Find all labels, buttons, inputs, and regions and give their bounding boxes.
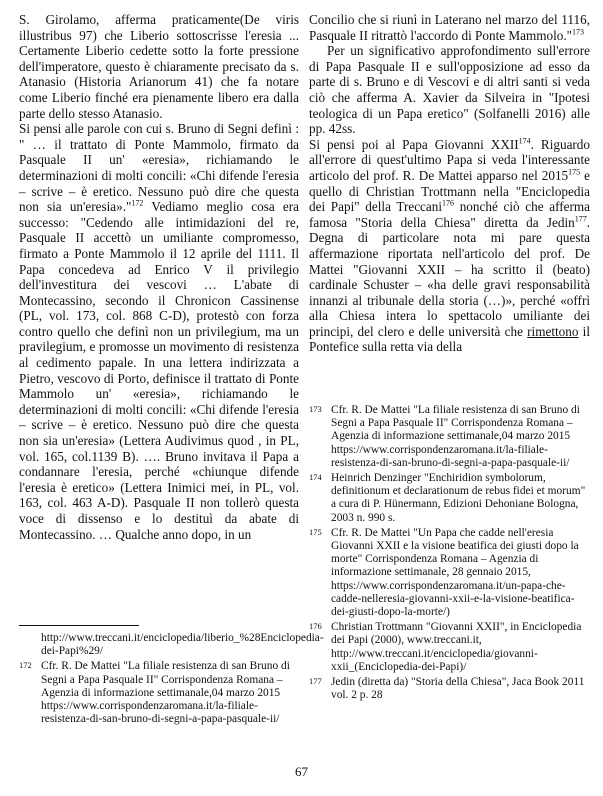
footnote-ref-177[interactable]: 177 bbox=[574, 214, 587, 224]
right-column bbox=[309, 12, 590, 355]
underlined-word: rimettono bbox=[527, 323, 579, 339]
paragraph-text: . Degna di particolare nota mi pare questa affermazione riportata nell'articolo del prof. De Mattei "Giovanni XXII – ha scritto il (beato) cardinale Schuster – «ha delle gravi responsabilità innanzi al tribunale della storia (…)», perché «offrì alla Chiesa intera lo spettacolo umiliante dei principi, del clero e delle università che bbox=[309, 214, 590, 339]
right-body-text bbox=[309, 12, 590, 355]
footnote-ref-176[interactable]: 176 bbox=[442, 198, 455, 208]
footnote-text: Cfr. R. De Mattei "La filiale resistenza di san Bruno di Segni a Papa Pasquale II" Corrispondenza Romana – Agenzia di informazione settimanale,04 marzo 2015 https://www.corrispondenzaromana.it/la-filiale-resistenza-di-san-bruno-di-segni-a-papa-pasquale-ii/ bbox=[331, 404, 580, 469]
paragraph-text: S. Girolamo, afferma praticamente(De viris illustribus 97) che Liberio sottoscrisse l'eresia ... Certamente Liberio cedette sotto la forte pressione dell'imperatore, questo è chiaramente precisato da s. Atanasio (Historia Arianorum 41) che fa notare come Liberio finché era pienamente libero era dalla parte dello stesso Atanasio. bbox=[19, 12, 299, 121]
footnote-number: 173 bbox=[309, 404, 322, 414]
footnote-text: Cfr. R. De Mattei "La filiale resistenza di san Bruno di Segni a Papa Pasquale II" Corrispondenza Romana – Agenzia di informazione settimanale,04 marzo 2015 https://www.corrispondenzaromana.it/la-filiale-resistenza-di-san-bruno-di-segni-a-papa-pasquale-ii/ bbox=[41, 660, 290, 726]
paragraph bbox=[19, 121, 299, 542]
page-number: 67 bbox=[295, 764, 308, 779]
footnote-text: Christian Trottmann "Giovanni XXII", in Enciclopedia dei Papi (2000), www.treccani.it, http://www.treccani.it/enciclopedia/giovanni-xxii_(Enciclopedia-dei-Papi)/ bbox=[331, 621, 582, 673]
footnote-175 bbox=[309, 527, 590, 619]
footnote-ref-172[interactable]: 172 bbox=[131, 198, 144, 208]
footnote-number: 172 bbox=[19, 660, 32, 671]
paragraph-text: nonché ciò che afferma famosa "Storia della Chiesa" diretta da Jedin bbox=[309, 199, 591, 230]
paragraph-text: . Riguardo all'errore di quest'ultimo Papa si veda l'interessante articolo del prof. R. De Mattei apparso nel 2015 bbox=[309, 136, 590, 183]
paragraph-text: Concilio che si riunì in Laterano nel marzo del 1116, Pasquale II ritrattò l'accordo di Ponte Mammolo." bbox=[309, 12, 590, 43]
footnote-ref-174[interactable]: 174 bbox=[518, 136, 531, 146]
paragraph-text: Per un significativo approfondimento sull'errore di Papa Pasquale II e sull'opposizione ad esso da parte di s. Bruno e di Vescovi e di altri santi si veda ciò che afferma A. Xavier da Silveira in "Ipotesi teologica di un Papa eretico" (Solfanelli 2016) alle pp. 42ss. bbox=[309, 43, 590, 137]
footnote-176 bbox=[309, 621, 590, 674]
footnote-177 bbox=[309, 676, 590, 702]
left-column bbox=[19, 12, 299, 542]
paragraph-text: il Pontefice sulla retta via della bbox=[309, 323, 590, 355]
paragraph-text: Si pensi alle parole con cui s. Bruno di Segni definì : " … il trattato di Ponte Mammolo, firmato da Pasquale II un' «eresia», richiamando le determinazioni di molti concili: «Chi difende l'eresia – scrive – è eretico. Nessuno può dire che questa non sia un'eresia»." bbox=[19, 121, 299, 215]
paragraph bbox=[309, 137, 590, 355]
footnote-number: 174 bbox=[309, 472, 322, 483]
footnote-174 bbox=[309, 472, 590, 525]
footnote-173 bbox=[309, 404, 590, 470]
paragraph bbox=[309, 12, 590, 43]
footnote-text: Heinrich Denzinger "Enchiridion symbolorum, definitionum et declarationum de rebus fidei et morum" a cura di P. Hünermann, Edizioni Dehoniane Bologna, 2003 n. 990 s. bbox=[331, 472, 586, 524]
paragraph bbox=[19, 12, 299, 121]
paragraph bbox=[309, 43, 590, 137]
paragraph-text: e quello di Christian Trottmann nella "Enciclopedia dei Papi" della Treccani bbox=[309, 167, 591, 215]
left-body-text bbox=[19, 12, 299, 542]
paragraph-text: Vediamo meglio cosa era successo: "Cedendo alle intimidazioni del re, Pasquale II accettò un umiliante compromesso, firmato a Ponte Mammolo il 12 aprile del 1111. Il Papa concedeva ad Enrico V il privilegio dell'investitura dei vescovi … L'abate di Montecassino, secondo il Chronicon Cassinense (PL, vol. 173, col. 868 C-D), protestò con forza contro quello che definì non un privilegium, ma un pravilegium, e promosse un movimento di resistenza al cedimento papale. In una lettera indirizzata a Pietro, vescovo di Porto, definisce il trattato di Ponte Mammolo un' «eresia», richiamando le determinazioni di molti concili: «Chi difende l'eresia – scrive – è eretico. Nessuno può dire che questa non sia un'eresia» (Lettera Audivimus quod , in PL, vol. 165, col.1139 B). …. Bruno invitava il Papa a condannare l'eresia, perché «chiunque difende l'eresia è eretico» (Lettera Inimici mei, in PL, vol. 163, col. 463 A-D). Pasquale II non tollerò questa voce di dissenso e lo destituì da abate di Montecassino. … Qualche anno dopo, in un bbox=[19, 199, 300, 542]
paragraph-text: Si pensi poi al Papa Giovanni XXII bbox=[309, 136, 519, 152]
footnote-ref-175[interactable]: 175 bbox=[568, 167, 581, 177]
footnote-text: Jedin (diretta da) "Storia della Chiesa", Jaca Book 2011 vol. 2 p. 28 bbox=[331, 676, 585, 702]
footnote-ref-173[interactable]: 173 bbox=[572, 27, 585, 37]
right-footnotes bbox=[309, 404, 590, 704]
footnote-text: Cfr. R. De Mattei "Un Papa che cadde nell'eresia Giovanni XXII e la visione beatifica dei giusti dopo la morte" Corrispondenza Romana – Agenzia di informazione settimanale, 28 gennaio 2015, https://www.corrispondenzaromana.it/un-papa-che-cadde-nelleresia-giovanni-xxii-e-la-visione-beatifica-dei-giusti-dopo-la-morte/) bbox=[331, 526, 579, 619]
footnote-text: http://www.treccani.it/enciclopedia/liberio_%28Enciclopedia-dei-Papi%29/ bbox=[41, 632, 324, 658]
footnote-number: 177 bbox=[309, 676, 322, 687]
footnote-divider bbox=[19, 625, 139, 626]
footnote-number: 176 bbox=[309, 621, 322, 632]
footnote-number: 175 bbox=[309, 526, 322, 537]
footnote-172 bbox=[19, 660, 299, 726]
